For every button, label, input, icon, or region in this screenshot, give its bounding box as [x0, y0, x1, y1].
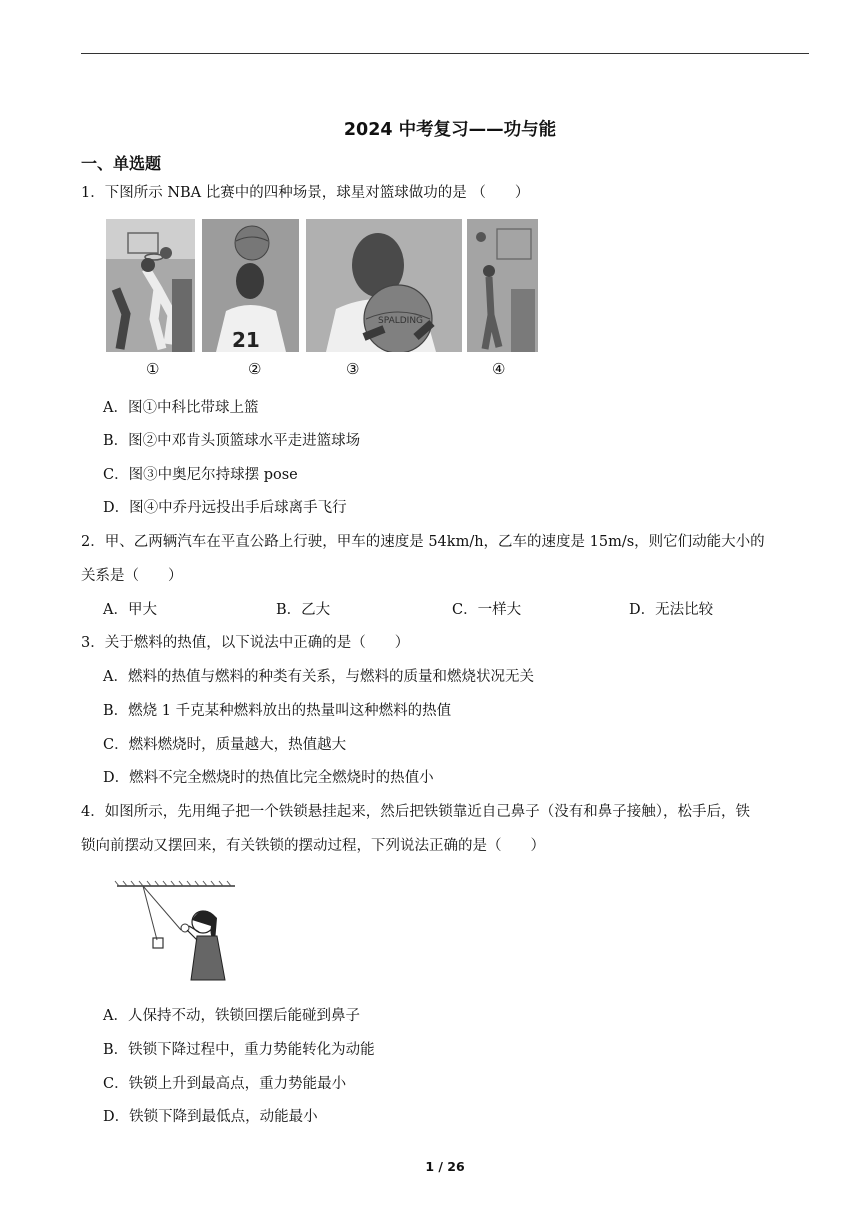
q4-option-a[interactable]: A．人保持不动，铁锁回摆后能碰到鼻子 — [103, 1008, 360, 1024]
photo-3-oneal — [306, 219, 462, 352]
photo-4-caption: ④ — [492, 360, 506, 378]
q4-option-b[interactable]: B．铁锁下降过程中，重力势能转化为动能 — [103, 1042, 375, 1058]
header-rule — [81, 53, 809, 54]
q3-option-c[interactable]: C．燃料燃烧时，质量越大，热值越大 — [103, 737, 347, 753]
page-title: 2024 中考复习——功与能 — [343, 120, 557, 140]
svg-text:SPALDING: SPALDING — [378, 316, 424, 326]
q1-option-d[interactable]: D．图④中乔丹远投出手后球离手飞行 — [103, 500, 347, 516]
q1-option-b[interactable]: B．图②中邓肯头顶篮球水平走进篮球场 — [103, 433, 361, 449]
svg-text:21: 21 — [232, 328, 260, 352]
photo-1-layup — [106, 219, 195, 352]
pendulum-figure — [113, 880, 238, 985]
photo-2-duncan — [202, 219, 299, 352]
q1-option-a[interactable]: A．图①中科比带球上篮 — [103, 400, 259, 416]
question-4-stem-line1: 4．如图所示，先用绳子把一个铁锁悬挂起来，然后把铁锁靠近自己鼻子（没有和鼻子接触），松手后，铁 — [81, 804, 750, 820]
question-2-stem-line2: 关系是（ ） — [81, 568, 183, 584]
question-3-stem: 3．关于燃料的热值，以下说法中正确的是（ ） — [81, 635, 410, 651]
photo-1-caption: ① — [146, 360, 160, 378]
photo-3-caption: ③ — [346, 360, 360, 378]
section-heading: 一、单选题 — [81, 154, 162, 173]
q4-option-d[interactable]: D．铁锁下降到最低点，动能最小 — [103, 1109, 318, 1125]
q2-option-a[interactable]: A．甲大 — [103, 602, 157, 618]
photo-4-jordan — [467, 219, 538, 352]
q2-option-d[interactable]: D．无法比较 — [629, 602, 714, 618]
q1-option-c[interactable]: C．图③中奥尼尔持球摆 pose — [103, 467, 298, 483]
page-number: 1 / 26 — [425, 1159, 465, 1174]
question-4-stem-line2: 锁向前摆动又摆回来，有关铁锁的摆动过程，下列说法正确的是（ ） — [81, 838, 545, 854]
q3-option-b[interactable]: B．燃烧 1 千克某种燃料放出的热量叫这种燃料的热值 — [103, 703, 452, 719]
q2-option-c[interactable]: C．一样大 — [452, 602, 522, 618]
q2-option-b[interactable]: B．乙大 — [276, 602, 331, 618]
question-1-stem: 1．下图所示 NBA 比赛中的四种场景，球星对篮球做功的是 （ ） — [81, 185, 530, 201]
q3-option-d[interactable]: D．燃料不完全燃烧时的热值比完全燃烧时的热值小 — [103, 770, 434, 786]
q4-option-c[interactable]: C．铁锁上升到最高点，重力势能最小 — [103, 1076, 347, 1092]
photo-2-caption: ② — [248, 360, 262, 378]
question-2-stem-line1: 2．甲、乙两辆汽车在平直公路上行驶，甲车的速度是 54km/h，乙车的速度是 15m/s，则它们动能大小的 — [81, 534, 765, 550]
q3-option-a[interactable]: A．燃料的热值与燃料的种类有关系，与燃料的质量和燃烧状况无关 — [103, 669, 534, 685]
